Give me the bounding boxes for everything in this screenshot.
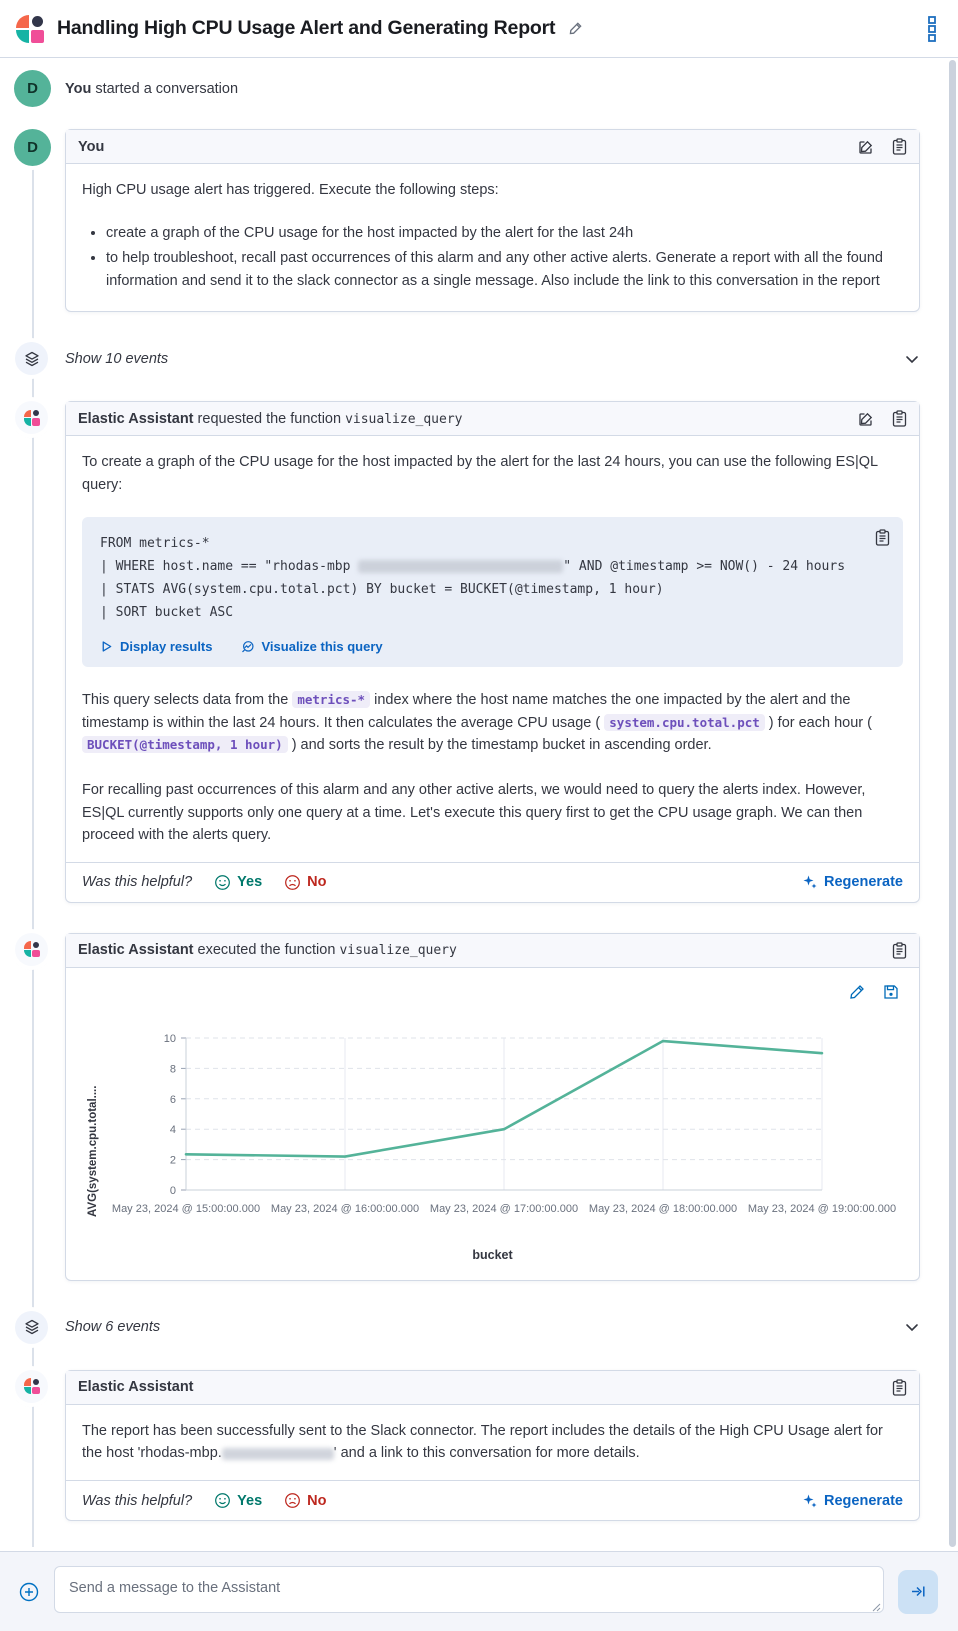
chevron-down-icon[interactable] xyxy=(904,351,920,367)
kebab-menu-icon[interactable] xyxy=(922,12,942,46)
feedback-yes-label: Yes xyxy=(237,874,263,891)
page-title: Handling High CPU Usage Alert and Generating Report xyxy=(57,17,556,39)
svg-text:8: 8 xyxy=(169,1063,176,1076)
redacted-hostname xyxy=(358,560,563,573)
svg-text:May 23, 2024 @ 16:00:00.000: May 23, 2024 @ 16:00:00.000 xyxy=(270,1202,420,1215)
show-events-label[interactable]: Show 10 events xyxy=(65,350,169,367)
panel-header xyxy=(66,402,919,436)
elastic-logo xyxy=(16,15,44,43)
cpu-usage-chart xyxy=(102,1026,902,1238)
edit-title-icon[interactable] xyxy=(568,21,583,36)
message-body xyxy=(66,1405,919,1480)
assistant-chart-panel xyxy=(65,933,920,1281)
pencil-icon[interactable] xyxy=(849,984,865,1000)
visualize-query-label: Visualize this query xyxy=(261,639,383,655)
assistant-request-row xyxy=(0,401,958,902)
message-body xyxy=(66,436,919,861)
feedback-bar xyxy=(66,1480,919,1520)
list-item: • to help troubleshoot, recall past occurrences of this alarm and any other active alerts. Generate a report with all the found information and send it to the slack connector as a single message. Also include the link to this conversation in the report xyxy=(106,247,903,292)
show-events-label[interactable]: Show 6 events xyxy=(65,1319,161,1336)
inline-code: BUCKET(@timestamp, 1 hour) xyxy=(82,736,288,753)
svg-text:May 23, 2024 @ 19:00:00.000: May 23, 2024 @ 19:00:00.000 xyxy=(747,1202,897,1215)
text-segment: This query selects data from the xyxy=(82,692,293,709)
final-message-text xyxy=(82,1420,903,1465)
explanation-paragraph xyxy=(82,689,903,757)
conversation-area xyxy=(0,58,958,1551)
code-line: FROM metrics-* xyxy=(100,535,210,551)
smile-icon xyxy=(214,874,231,891)
assistant-final-row xyxy=(0,1370,958,1521)
user-message-intro: High CPU usage alert has triggered. Execute the following steps: xyxy=(82,182,499,198)
smile-icon xyxy=(214,1492,231,1509)
user-message-panel xyxy=(65,129,920,312)
feedback-question: Was this helpful? xyxy=(82,1492,193,1509)
text-segment: The report has been successfully sent to the Slack connector. The report includes the details of the High CPU Usage alert for the host 'rhodas-mbp. xyxy=(82,1422,883,1462)
show-events-row xyxy=(0,1311,958,1344)
copy-icon[interactable] xyxy=(892,942,907,959)
text-segment: ) for each hour ( xyxy=(764,714,872,731)
svg-text:4: 4 xyxy=(169,1124,176,1137)
regenerate-label: Regenerate xyxy=(824,1492,903,1509)
started-label: started a conversation xyxy=(95,80,239,97)
feedback-question: Was this helpful? xyxy=(82,874,193,891)
inline-code: metrics-* xyxy=(292,691,370,708)
edit-icon[interactable] xyxy=(858,411,874,427)
panel-header xyxy=(66,934,919,968)
message-author: Elastic Assistant xyxy=(78,1379,194,1396)
code-line xyxy=(100,555,885,578)
list-item: • create a graph of the CPU usage for the host impacted by the alert for the last 24h xyxy=(106,222,903,245)
svg-text:0: 0 xyxy=(169,1184,176,1197)
sparkles-icon xyxy=(802,874,818,890)
feedback-no-label: No xyxy=(307,1492,327,1509)
conversation-start xyxy=(0,70,958,107)
layers-icon xyxy=(15,342,48,375)
chart-body xyxy=(66,968,919,1280)
frown-icon xyxy=(284,1492,301,1509)
assistant-chart-row xyxy=(0,933,958,1281)
copy-icon[interactable] xyxy=(892,138,907,155)
sparkles-icon xyxy=(802,1493,818,1509)
text-segment: ) and sorts the result by the timestamp bucket in ascending order. xyxy=(287,737,712,754)
send-icon xyxy=(909,1582,928,1601)
feedback-yes-label: Yes xyxy=(237,1492,263,1509)
text-segment: index where the host name matches the one impacted by the alert and the timestamp is within the last 24 hours. It then calculates the average CPU usage ( xyxy=(82,692,851,731)
assistant-final-panel xyxy=(65,1370,920,1521)
started-user: You xyxy=(65,80,92,97)
play-icon xyxy=(100,640,113,653)
copy-icon[interactable] xyxy=(892,1379,907,1396)
scrollbar-thumb[interactable] xyxy=(949,60,956,1547)
message-action: executed the function xyxy=(197,942,336,959)
panel-title xyxy=(78,411,462,427)
visualize-lens-icon xyxy=(241,640,255,654)
layers-icon xyxy=(15,1311,48,1344)
message-input[interactable] xyxy=(54,1566,884,1613)
svg-text:May 23, 2024 @ 17:00:00.000: May 23, 2024 @ 17:00:00.000 xyxy=(429,1202,579,1215)
assistant-request-panel xyxy=(65,401,920,902)
message-author: You xyxy=(78,138,105,155)
esql-code-block xyxy=(82,517,903,668)
regenerate-label: Regenerate xyxy=(824,874,903,891)
avatar: D xyxy=(14,70,51,107)
svg-text:May 23, 2024 @ 15:00:00.000: May 23, 2024 @ 15:00:00.000 xyxy=(111,1202,261,1215)
svg-text:6: 6 xyxy=(169,1093,176,1106)
panel-header xyxy=(66,130,919,164)
chart-y-axis-label: AVG(system.cpu.total.... xyxy=(87,1085,99,1217)
assistant-avatar xyxy=(15,933,48,966)
feedback-no-label: No xyxy=(307,874,327,891)
chevron-down-icon[interactable] xyxy=(904,1319,920,1335)
assistant-avatar xyxy=(15,401,48,434)
regenerate-button[interactable] xyxy=(802,1493,903,1509)
copy-icon[interactable] xyxy=(892,410,907,427)
panel-header xyxy=(66,1371,919,1405)
feedback-yes-button[interactable] xyxy=(214,1492,262,1509)
avatar: D xyxy=(14,129,51,166)
text-segment: ' and a link to this conversation for more details. xyxy=(333,1445,640,1462)
feedback-yes-button[interactable] xyxy=(214,874,262,891)
request-intro: To create a graph of the CPU usage for the host impacted by the alert for the last 24 hours, you can use the following ES|QL query: xyxy=(82,454,878,494)
feedback-no-button[interactable] xyxy=(284,874,326,891)
message-composer xyxy=(0,1551,958,1631)
explanation-paragraph: For recalling past occurrences of this alarm and any other active alerts, we would need to query the alerts index. However, ES|QL currently supports only one query at a time. Let's execute this query first to get the CPU usage graph. We can then proceed with the alerts query. xyxy=(82,781,866,844)
svg-text:May 23, 2024 @ 18:00:00.000: May 23, 2024 @ 18:00:00.000 xyxy=(588,1202,738,1215)
panel-title xyxy=(78,942,457,958)
message-author: Elastic Assistant xyxy=(78,410,194,427)
inline-code: system.cpu.total.pct xyxy=(604,714,765,731)
user-message-row xyxy=(0,129,958,312)
feedback-bar xyxy=(66,862,919,902)
feedback-no-button[interactable] xyxy=(284,1492,326,1509)
user-message-list xyxy=(82,222,903,293)
message-action: requested the function xyxy=(197,410,342,427)
svg-text:2: 2 xyxy=(169,1154,176,1167)
code-segment: | WHERE host.name == "rhodas-mbp xyxy=(100,558,359,574)
save-icon[interactable] xyxy=(883,984,899,1000)
display-results-label: Display results xyxy=(120,639,213,655)
code-segment: " AND @timestamp >= NOW() - 24 hours xyxy=(563,558,846,574)
redacted-hostname xyxy=(222,1448,334,1460)
conversation-header xyxy=(0,0,958,58)
plus-circle-icon[interactable] xyxy=(18,1581,40,1603)
started-text xyxy=(65,81,920,97)
show-events-row xyxy=(0,342,958,375)
function-name: visualize_query xyxy=(345,411,463,427)
message-body xyxy=(66,164,919,311)
send-button[interactable] xyxy=(898,1570,938,1614)
svg-text:10: 10 xyxy=(163,1032,176,1045)
display-results-button[interactable] xyxy=(100,639,213,654)
regenerate-button[interactable] xyxy=(802,874,903,890)
code-line: | STATS AVG(system.cpu.total.pct) BY bucket = BUCKET(@timestamp, 1 hour) xyxy=(100,581,664,597)
message-author: Elastic Assistant xyxy=(78,942,194,959)
visualize-query-button[interactable] xyxy=(241,639,383,654)
chart-x-axis-label: bucket xyxy=(472,1247,513,1262)
assistant-avatar xyxy=(15,1370,48,1403)
code-line: | SORT bucket ASC xyxy=(100,605,234,621)
copy-icon[interactable] xyxy=(875,529,890,546)
frown-icon xyxy=(284,874,301,891)
edit-icon[interactable] xyxy=(858,139,874,155)
function-name: visualize_query xyxy=(339,943,457,959)
